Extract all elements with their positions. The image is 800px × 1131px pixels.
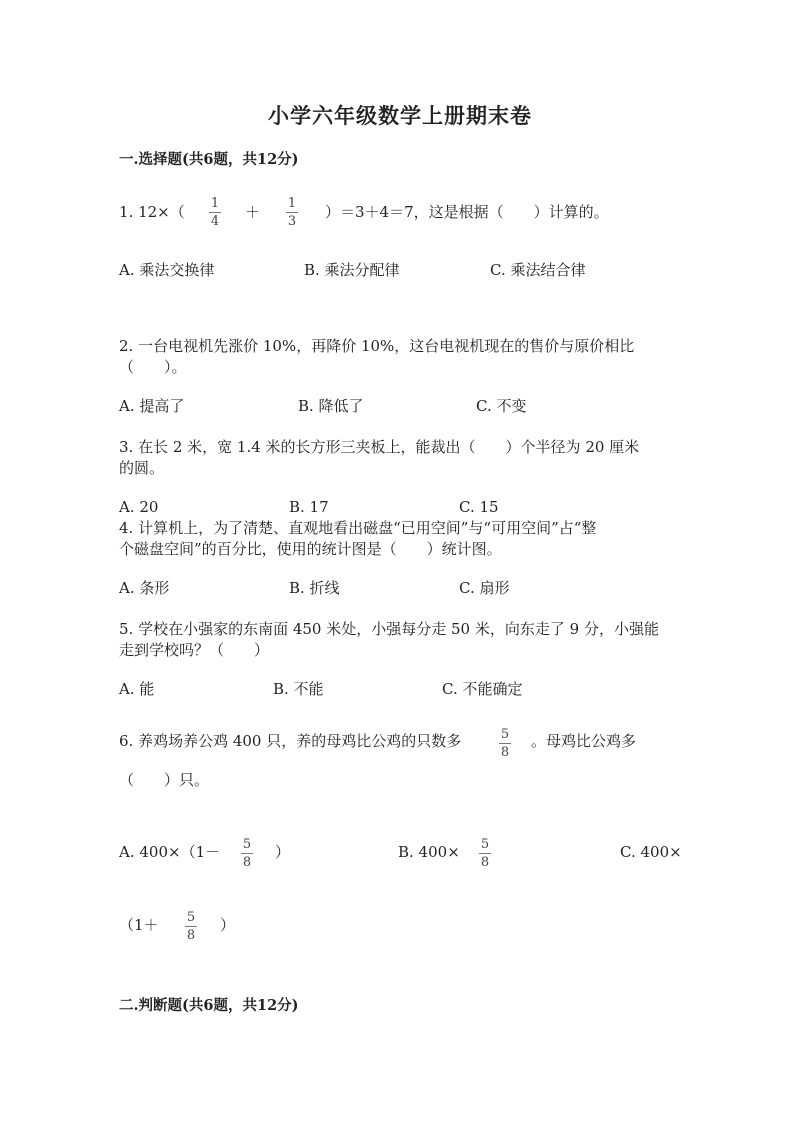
q3-option-b[interactable]: B. 17 bbox=[289, 498, 329, 516]
q1-option-a[interactable]: A. 乘法交换律 bbox=[119, 261, 215, 279]
q3-text-line2: 的圆。 bbox=[119, 459, 165, 477]
fraction-denominator: 8 bbox=[242, 855, 252, 870]
q1-prefix: 1. 12×（ bbox=[119, 203, 185, 221]
q1-fraction-2 bbox=[286, 196, 298, 229]
fraction-denominator: 8 bbox=[500, 745, 510, 760]
q3-option-a[interactable]: A. 20 bbox=[119, 498, 159, 516]
q2-text-line1: 2. 一台电视机先涨价 10%，再降价 10%，这台电视机现在的售价与原价相比 bbox=[119, 337, 635, 355]
q6-option-b-fraction bbox=[479, 837, 491, 870]
q6-text-line1b: 。母鸡比公鸡多 bbox=[531, 732, 637, 750]
q1-option-c[interactable]: C. 乘法结合律 bbox=[490, 261, 586, 279]
q4-option-c[interactable]: C. 扇形 bbox=[459, 579, 510, 597]
q1-suffix: ）＝3＋4＝7，这是根据（ ）计算的。 bbox=[325, 203, 609, 221]
section-heading-judgment: 二.判断题(共6题，共12分) bbox=[119, 997, 299, 1014]
fraction-denominator: 4 bbox=[210, 214, 220, 229]
q6-option-a-text: A. 400×（1－ bbox=[119, 843, 221, 861]
q5-text-line2: 走到学校吗？（ ） bbox=[119, 641, 270, 659]
fraction-numerator: 5 bbox=[500, 727, 510, 742]
q6-option-c-fraction bbox=[185, 910, 197, 943]
q4-text-line1: 4. 计算机上，为了清楚、直观地看出磁盘“已用空间”与“可用空间”占“整 bbox=[119, 519, 597, 537]
q6-fraction bbox=[499, 727, 511, 760]
q2-text-line2: （ ）。 bbox=[119, 358, 187, 376]
q2-option-a[interactable]: A. 提高了 bbox=[119, 397, 185, 415]
fraction-numerator: 1 bbox=[287, 196, 297, 211]
q2-option-b[interactable]: B. 降低了 bbox=[298, 397, 364, 415]
q6-option-c-close: ） bbox=[220, 916, 236, 934]
q5-option-c[interactable]: C. 不能确定 bbox=[442, 680, 523, 698]
q1-plus: ＋ bbox=[245, 203, 261, 221]
q4-option-b[interactable]: B. 折线 bbox=[289, 579, 340, 597]
q6-text-line1a: 6. 养鸡场养公鸡 400 只，养的母鸡比公鸡的只数多 bbox=[119, 732, 462, 750]
q6-option-b-text: B. 400× bbox=[398, 843, 460, 861]
q1-option-b[interactable]: B. 乘法分配律 bbox=[304, 261, 400, 279]
fraction-numerator: 5 bbox=[480, 837, 490, 852]
fraction-numerator: 1 bbox=[210, 196, 220, 211]
q3-option-c[interactable]: C. 15 bbox=[459, 498, 499, 516]
fraction-numerator: 5 bbox=[242, 837, 252, 852]
q5-option-b[interactable]: B. 不能 bbox=[273, 680, 324, 698]
q2-option-c[interactable]: C. 不变 bbox=[476, 397, 527, 415]
fraction-denominator: 3 bbox=[287, 214, 297, 229]
q5-text-line1: 5. 学校在小强家的东南面 450 米处，小强每分走 50 米，向东走了 9 分，小强能 bbox=[119, 620, 659, 638]
page-title: 小学六年级数学上册期末卷 bbox=[268, 103, 532, 128]
q1-fraction-1 bbox=[209, 196, 221, 229]
q4-option-a[interactable]: A. 条形 bbox=[119, 579, 170, 597]
q6-option-c-line2: （1＋ bbox=[119, 916, 159, 934]
q6-text-line2: （ ）只。 bbox=[119, 771, 210, 789]
fraction-denominator: 8 bbox=[186, 928, 196, 943]
q6-option-c-text: C. 400× bbox=[620, 843, 682, 861]
fraction-numerator: 5 bbox=[186, 910, 196, 925]
fraction-denominator: 8 bbox=[480, 855, 490, 870]
q3-text-line1: 3. 在长 2 米，宽 1.4 米的长方形三夹板上，能裁出（ ）个半径为 20 厘米 bbox=[119, 438, 640, 456]
section-heading-choice: 一.选择题(共6题，共12分) bbox=[119, 151, 299, 168]
q6-option-a-close: ） bbox=[275, 843, 291, 861]
q5-option-a[interactable]: A. 能 bbox=[119, 680, 155, 698]
q4-text-line2: 个磁盘空间”的百分比，使用的统计图是（ ）统计图。 bbox=[119, 540, 502, 558]
q6-option-a-fraction bbox=[241, 837, 253, 870]
